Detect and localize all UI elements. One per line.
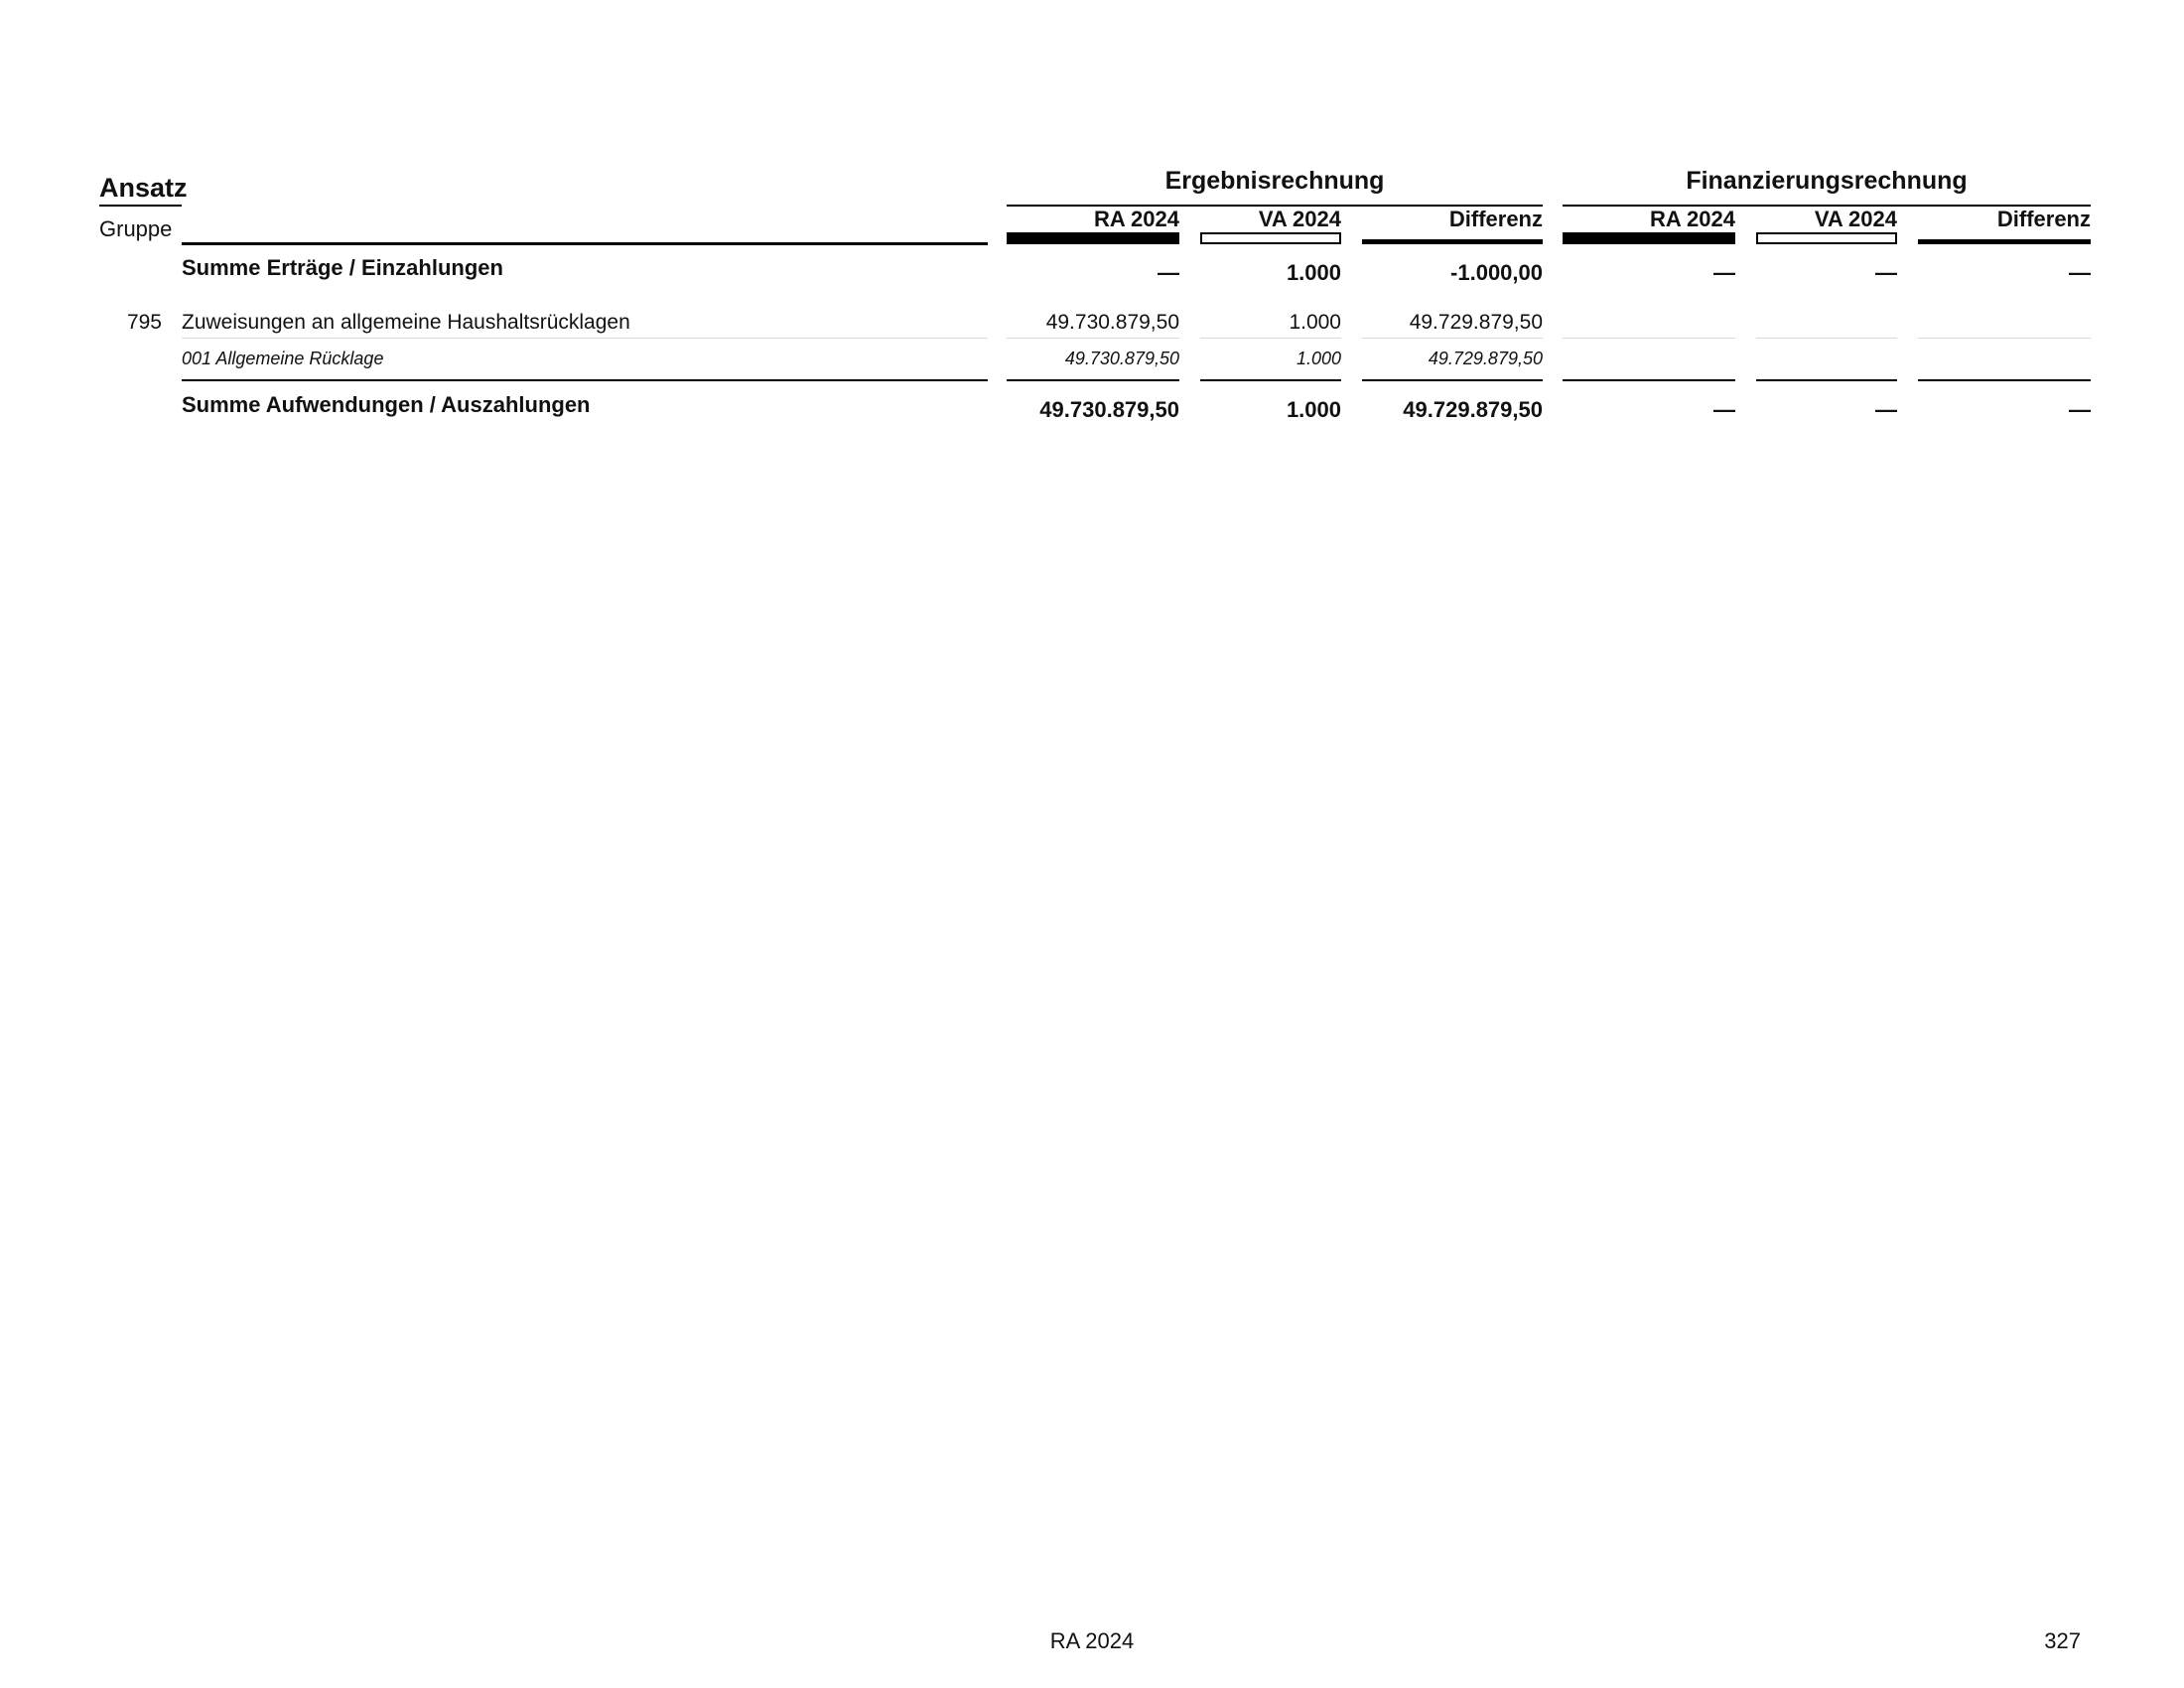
col-header-ra-finanz: RA 2024 [1649,207,1735,231]
item-795-ra-ergebnis: 49.730.879,50 [1045,311,1179,334]
summe-aufwendungen-diff-ergebnis: 49.729.879,50 [1403,397,1543,422]
summe-aufwendungen-ra-finanz: — [1713,397,1735,422]
ansatz-underline [99,205,182,207]
footer-document-label: RA 2024 [1049,1628,1135,1653]
summe-ertraege-label: Summe Erträge / Einzahlungen [182,255,503,280]
sum-rule [1007,379,1179,381]
summe-ertraege-va-ergebnis: 1.000 [1286,260,1341,285]
label-column-rule [182,242,988,245]
row-795-separator [1918,338,2091,339]
sum-rule [182,379,988,381]
summe-ertraege-ra-ergebnis: — [1158,260,1179,285]
sub-001-ra-ergebnis: 49.730.879,50 [1064,349,1179,368]
col-header-diff-ergebnis: Differenz [1448,207,1543,231]
row-795-separator [1756,338,1897,339]
summe-aufwendungen-va-ergebnis: 1.000 [1286,397,1341,422]
col-header-va-ergebnis: VA 2024 [1258,207,1341,231]
row-795-separator [182,338,988,339]
sum-rule [1362,379,1543,381]
row-795-separator [1200,338,1341,339]
va-bar-ergebnis [1200,232,1341,244]
item-795-label: Zuweisungen an allgemeine Haushaltsrücklagen [182,311,630,334]
sub-001-label: 001 Allgemeine Rücklage [182,349,384,368]
row-795-separator [1362,338,1543,339]
sum-rule [1756,379,1897,381]
sum-rule [1200,379,1341,381]
summe-ertraege-ra-finanz: — [1713,260,1735,285]
summe-ertraege-diff-ergebnis: -1.000,00 [1450,260,1543,285]
summe-ertraege-diff-finanz: — [2069,260,2091,285]
item-795-code: 795 [126,311,162,334]
col-header-va-finanz: VA 2024 [1814,207,1897,231]
row-795-separator [1563,338,1735,339]
sub-001-diff-ergebnis: 49.729.879,50 [1428,349,1543,368]
row-795-separator [1007,338,1179,339]
sum-rule [1918,379,2091,381]
summe-ertraege-va-finanz: — [1875,260,1897,285]
diff-bar-ergebnis [1362,239,1543,244]
col-header-diff-finanz: Differenz [1996,207,2091,231]
item-795-va-ergebnis: 1.000 [1289,311,1341,334]
summe-aufwendungen-ra-ergebnis: 49.730.879,50 [1039,397,1179,422]
col-header-ra-ergebnis: RA 2024 [1093,207,1179,231]
item-795-diff-ergebnis: 49.729.879,50 [1409,311,1543,334]
summe-aufwendungen-va-finanz: — [1875,397,1897,422]
page-number: 327 [2044,1628,2081,1653]
group-ergebnisrechnung: Ergebnisrechnung [1164,167,1385,195]
ansatz-heading: Ansatz [99,173,188,203]
gruppe-heading: Gruppe [99,216,173,241]
summe-aufwendungen-label: Summe Aufwendungen / Auszahlungen [182,392,591,417]
ra-bar-finanz [1563,232,1735,244]
va-bar-finanz [1756,232,1897,244]
group-finanzierungsrechnung: Finanzierungsrechnung [1686,167,1968,195]
diff-bar-finanz [1918,239,2091,244]
summe-aufwendungen-diff-finanz: — [2069,397,2091,422]
ra-bar-ergebnis [1007,232,1179,244]
sum-rule [1563,379,1735,381]
sub-001-va-ergebnis: 1.000 [1296,349,1341,368]
